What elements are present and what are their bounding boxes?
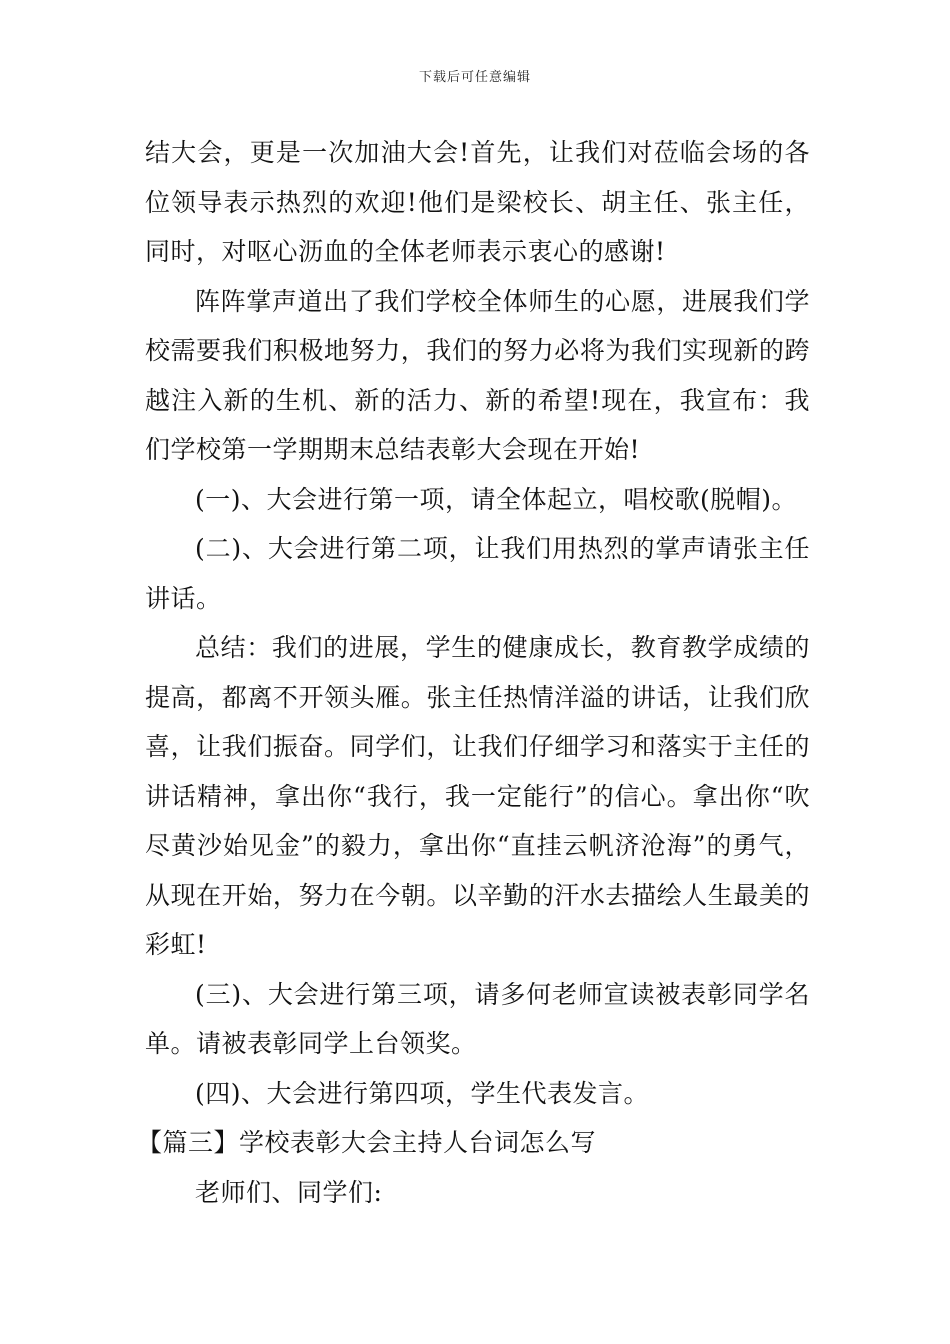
paragraph-item-1: (一)、大会进行第一项，请全体起立，唱校歌(脱帽)。 — [195, 484, 798, 514]
paragraph-opening: 结大会，更是一次加油大会!首先，让我们对莅临会场的各位领导表示热烈的欢迎!他们是梁校长、胡主任、张主任，同时，对呕心沥血的全体老师表示衷心的感谢! — [145, 138, 810, 266]
page-header-note: 下载后可任意编辑 — [418, 70, 531, 85]
document-body — [137, 128, 810, 1217]
paragraph-item-4: (四)、大会进行第四项，学生代表发言。 — [195, 1078, 650, 1108]
section-heading: 【篇三】学校表彰大会主持人台词怎么写 — [137, 1128, 597, 1157]
paragraph-item-3: (三)、大会进行第三项，请多何老师宣读被表彰同学名单。请被表彰同学上台领奖。 — [145, 979, 810, 1058]
paragraph-item-2: (二)、大会进行第二项，让我们用热烈的掌声请张主任讲话。 — [145, 534, 810, 613]
paragraph-greeting: 老师们、同学们: — [195, 1177, 383, 1207]
paragraph-summary: 总结：我们的进展，学生的健康成长，教育教学成绩的提高，都离不开领头雁。张主任热情洋溢的讲话，让我们欣喜，让我们振奋。同学们，让我们仔细学习和落实于主任的讲话精神，拿出你“我行，我一定能行”的信心。拿出你“吹尽黄沙始见金”的毅力，拿出你“直挂云帆济沧海”的勇气，从现在开始，努力在今朝。以辛勤的汗水去描绘人生最美的彩虹! — [145, 633, 810, 959]
paragraph-announcement: 阵阵掌声道出了我们学校全体师生的心愿，进展我们学校需要我们积极地努力，我们的努力必将为我们实现新的跨越注入新的生机、新的活力、新的希望!现在，我宣布：我们学校第一学期期末总结表彰大会现在开始! — [145, 286, 810, 464]
